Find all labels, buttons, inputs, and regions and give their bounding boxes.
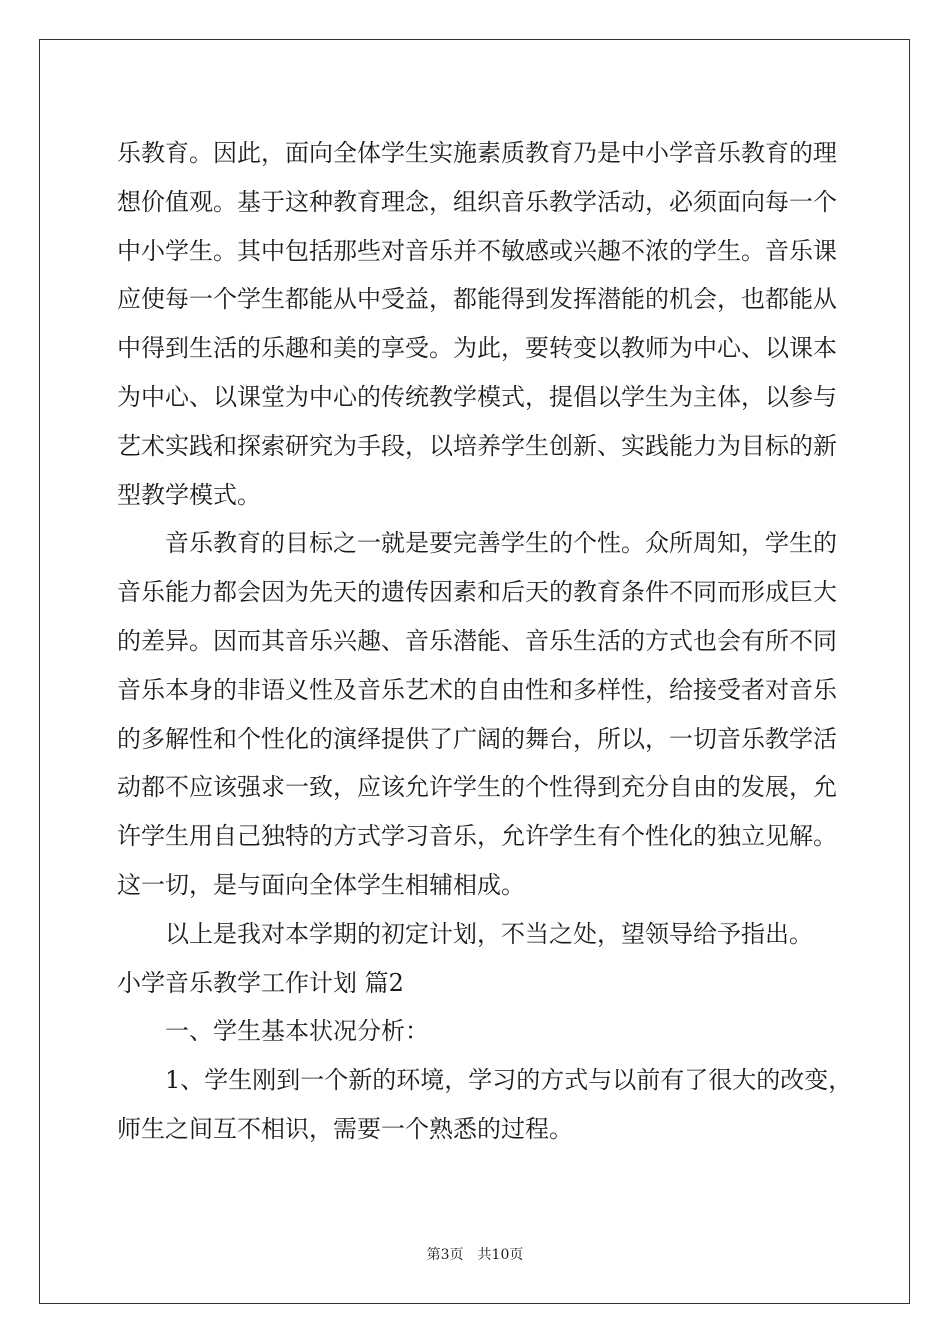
text-line: 音乐本身的非语义性及音乐艺术的自由性和多样性，给接受者对音乐 [117,675,837,704]
text-line: 中小学生。其中包括那些对音乐并不敏感或兴趣不浓的学生。音乐课 [117,236,837,265]
text-line: 以上是我对本学期的初定计划，不当之处，望领导给予指出。 [165,919,813,948]
text-line: 乐教育。因此，面向全体学生实施素质教育乃是中小学音乐教育的理 [117,139,837,167]
text-line: 动都不应该强求一致，应该允许学生的个性得到充分自由的发展，允 [117,773,837,802]
text-line: 小学音乐教学工作计划 篇2 [117,968,404,997]
text-line: 许学生用自己独特的方式学习音乐，允许学生有个性化的独立见解。 [117,822,837,851]
text-line: 的差异。因而其音乐兴趣、音乐潜能、音乐生活的方式也会有所不同 [117,626,837,655]
text-line: 一、学生基本状况分析： [165,1017,429,1046]
document-body [117,129,853,1154]
text-line: 的多解性和个性化的演绎提供了广阔的舞台，所以，一切音乐教学活 [117,724,837,753]
text-line: 1、学生刚到一个新的环境，学习的方式与以前有了很大的改变， [165,1066,853,1095]
text-line: 音乐教育的目标之一就是要完善学生的个性。众所周知，学生的 [165,529,837,558]
text-line: 师生之间互不相识，需要一个熟悉的过程。 [117,1114,573,1143]
text-line: 型教学模式。 [117,480,261,509]
text-line: 艺术实践和探索研究为手段，以培养学生创新、实践能力为目标的新 [117,431,837,460]
text-line: 中得到生活的乐趣和美的享受。为此，要转变以教师为中心、以课本 [117,334,837,363]
text-line: 为中心、以课堂为中心的传统教学模式，提倡以学生为主体，以参与 [117,382,837,411]
page-footer: 第3页 共10页 [426,1247,524,1263]
text-line: 音乐能力都会因为先天的遗传因素和后天的教育条件不同而形成巨大 [117,578,837,607]
text-line: 应使每一个学生都能从中受益，都能得到发挥潜能的机会，也都能从 [117,285,837,314]
text-line: 想价值观。基于这种教育理念，组织音乐教学活动，必须面向每一个 [117,187,837,216]
text-line: 这一切，是与面向全体学生相辅相成。 [117,870,525,899]
